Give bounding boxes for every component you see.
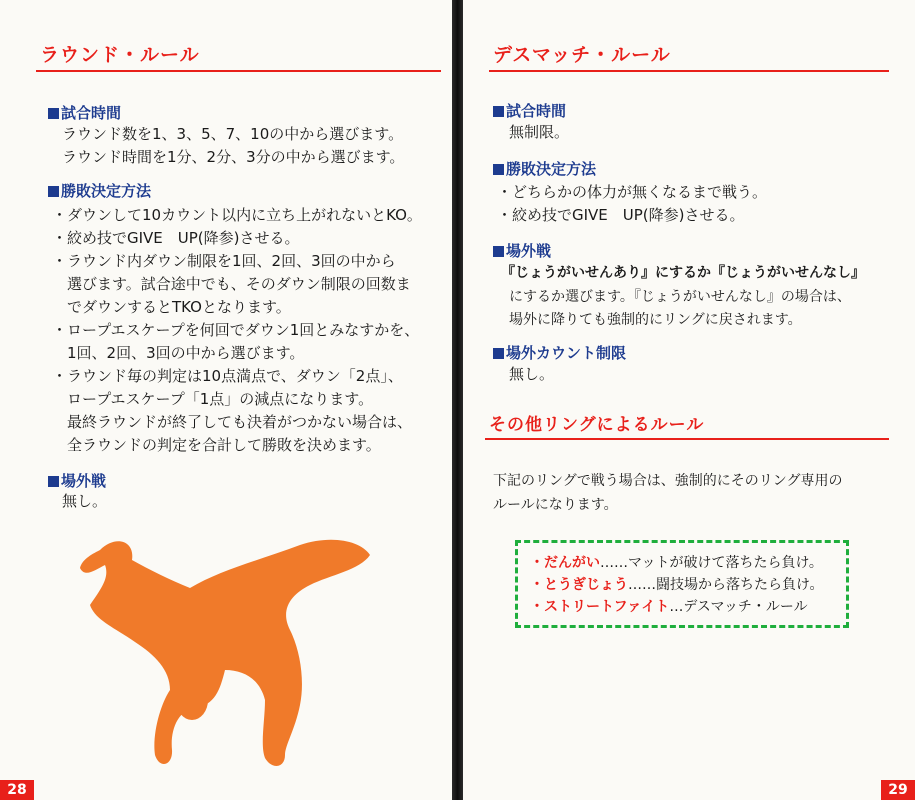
left-page xyxy=(0,0,452,800)
text-line: 下記のリングで戦う場合は、強制的にそのリング専用の xyxy=(493,473,843,489)
square-bullet-icon xyxy=(493,106,504,117)
text-line: ラウンド数を1、3、5、7、10の中から選びます。 xyxy=(62,125,404,143)
text-line: 選びます。試合途中でも、そのダウン制限の回数ま xyxy=(52,275,411,293)
square-bullet-icon xyxy=(493,164,504,175)
text-line: にするか選びます。『じょうがいせんなし』の場合は、 xyxy=(509,289,851,305)
text-line: ・絞め技でGIVE UP(降参)させる。 xyxy=(497,206,745,224)
text-line: 最終ラウンドが終了しても決着がつかない場合は、 xyxy=(52,413,413,431)
text-line: 1回、2回、3回の中から選びます。 xyxy=(52,344,305,362)
square-bullet-icon xyxy=(493,348,504,359)
title-underline xyxy=(36,70,441,72)
text-line: でダウンするとTKOとなります。 xyxy=(52,298,291,316)
deathmatch-rule-title: デスマッチ・ルール xyxy=(493,44,671,66)
text-line: 無制限。 xyxy=(509,123,570,141)
title-underline xyxy=(485,438,889,440)
section-heading-time: 試合時間 xyxy=(493,100,566,121)
square-bullet-icon xyxy=(48,476,59,487)
section-heading-decision: 勝敗決定方法 xyxy=(48,180,151,201)
page-number: 29 xyxy=(881,780,915,800)
text-line: ルールになります。 xyxy=(493,497,618,513)
section-heading-outside: 場外戦 xyxy=(493,240,551,261)
square-bullet-icon xyxy=(493,246,504,257)
text-line: ロープエスケープ「1点」の減点になります。 xyxy=(52,390,374,408)
square-bullet-icon xyxy=(48,108,59,119)
text-line: 無し。 xyxy=(509,365,555,383)
right-page xyxy=(463,0,915,800)
text-line: ・どちらかの体力が無くなるまで戦う。 xyxy=(497,183,768,201)
section-heading-count: 場外カウント制限 xyxy=(493,342,626,363)
title-underline xyxy=(489,70,889,72)
ring-rule-row: ・ストリートファイト…デスマッチ・ルール xyxy=(530,599,808,615)
ring-rules-box xyxy=(515,540,849,628)
text-line: ・ラウンド内ダウン制限を1回、2回、3回の中から xyxy=(52,252,396,270)
book-gutter xyxy=(452,0,463,800)
text-line: 場外に降りても強制的にリングに戻されます。 xyxy=(509,312,802,328)
section-heading-outside: 場外戦 xyxy=(48,470,106,491)
text-line: ・ラウンド毎の判定は10点満点で、ダウン「2点」、 xyxy=(52,367,403,385)
ring-rule-row: ・だんがい……マットが破けて落ちたら負け。 xyxy=(530,555,823,571)
round-rule-title: ラウンド・ルール xyxy=(40,44,200,66)
text-line: 全ラウンドの判定を合計して勝敗を決めます。 xyxy=(52,436,381,454)
text-line: 無し。 xyxy=(62,492,108,510)
other-ring-title: その他リングによるルール xyxy=(489,415,705,435)
text-line: ・ダウンして10カウント以内に立ち上がれないとKO。 xyxy=(52,206,422,224)
text-line: ラウンド時間を1分、2分、3分の中から選びます。 xyxy=(62,148,405,166)
page-number: 28 xyxy=(0,780,34,800)
text-line: 『じょうがいせんあり』にするか『じょうがいせんなし』 xyxy=(501,265,865,281)
ring-rule-row: ・とうぎじょう……闘技場から落ちたら負け。 xyxy=(530,577,824,593)
text-line: ・ロープエスケープを何回でダウン1回とみなすかを、 xyxy=(52,321,420,339)
wrestler-silhouette-icon xyxy=(60,530,400,780)
square-bullet-icon xyxy=(48,186,59,197)
section-heading-decision: 勝敗決定方法 xyxy=(493,158,596,179)
text-line: ・絞め技でGIVE UP(降参)させる。 xyxy=(52,229,300,247)
section-heading-time: 試合時間 xyxy=(48,102,121,123)
